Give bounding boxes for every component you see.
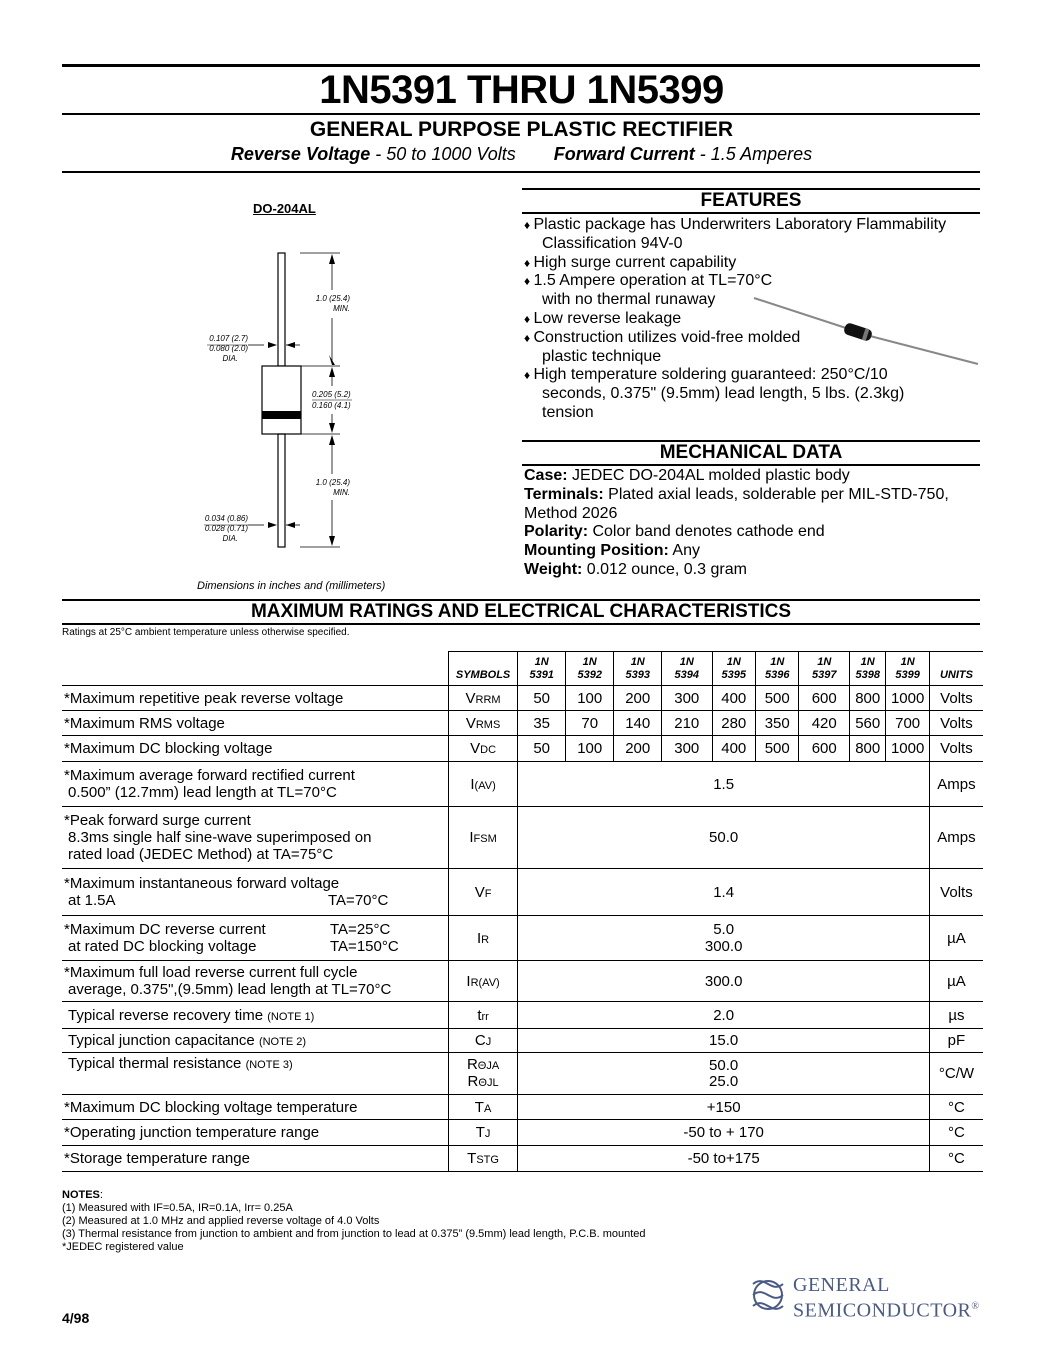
param-cell: *Maximum RMS voltage bbox=[62, 711, 448, 736]
dim-lead-diameter bbox=[202, 514, 248, 544]
value-cell: 50 bbox=[518, 686, 566, 711]
value-cell: 200 bbox=[614, 686, 662, 711]
reverse-voltage-value: - 50 to 1000 Volts bbox=[370, 144, 516, 164]
value-cell: 1.4 bbox=[518, 869, 929, 916]
symbol-cell: RΘJA RΘJL bbox=[448, 1053, 518, 1095]
value-cell: 560 bbox=[850, 711, 886, 736]
unit-cell: Volts bbox=[929, 736, 983, 762]
value-cell: 15.0 bbox=[518, 1029, 929, 1053]
value-cell: 100 bbox=[565, 686, 614, 711]
param-cell: *Maximum repetitive peak reverse voltage bbox=[62, 686, 448, 711]
part-header: 1N 5392 bbox=[565, 652, 614, 686]
symbols-header: SYMBOLS bbox=[448, 652, 518, 686]
mech-weight: Weight: 0.012 ounce, 0.3 gram bbox=[524, 560, 747, 578]
symbol-cell: VDC bbox=[448, 736, 518, 762]
part-header: 1N 5397 bbox=[799, 652, 850, 686]
value-cell: 70 bbox=[565, 711, 614, 736]
diode-photo-illustration bbox=[750, 292, 982, 368]
unit-cell: °C bbox=[929, 1120, 983, 1146]
title-rule bbox=[62, 113, 980, 115]
value-cell: 350 bbox=[756, 711, 799, 736]
symbol-cell: IFSM bbox=[448, 807, 518, 869]
value-cell: +150 bbox=[518, 1095, 929, 1120]
dim-bottom-lead-length-min: MIN. bbox=[333, 488, 350, 497]
subtitle: GENERAL PURPOSE PLASTIC RECTIFIER bbox=[309, 118, 734, 141]
unit-cell: µA bbox=[929, 916, 983, 961]
dimensions-note: Dimensions in inches and (millimeters) bbox=[197, 580, 386, 592]
param-cell: *Maximum full load reverse current full cycle average, 0.375",(9.5mm) lead length at TL=70°C bbox=[62, 961, 448, 1002]
header-bottom-rule bbox=[62, 171, 980, 173]
symbol-cell: TA bbox=[448, 1095, 518, 1120]
mech-case: Case: JEDEC DO-204AL molded plastic body bbox=[524, 467, 850, 484]
ratings-heading-rule bbox=[62, 623, 980, 625]
param-cell: Typical reverse recovery time (NOTE 1) bbox=[62, 1002, 448, 1029]
unit-cell: pF bbox=[929, 1029, 983, 1053]
unit-cell: °C bbox=[929, 1095, 983, 1120]
value-cell: 280 bbox=[712, 711, 755, 736]
note-item: *JEDEC registered value bbox=[62, 1241, 184, 1253]
dim-bottom-lead-length-value: 1.0 (25.4) bbox=[315, 478, 350, 487]
value-cell: 1000 bbox=[886, 736, 929, 762]
spec-line bbox=[0, 144, 1043, 165]
note-item: (1) Measured with IF=0.5A, IR=0.1A, Irr= 0.25A bbox=[62, 1202, 293, 1214]
param-cell: *Storage temperature range bbox=[62, 1146, 448, 1172]
value-cell: 200 bbox=[614, 736, 662, 762]
logo-line-1: GENERAL bbox=[793, 1274, 890, 1296]
note-item: (3) Thermal resistance from junction to ambient and from junction to lead at 0.375” (9.5mm) lead length, P.C.B. mounted bbox=[62, 1228, 646, 1240]
part-header: 1N 5393 bbox=[614, 652, 662, 686]
symbol-cell: IR(AV) bbox=[448, 961, 518, 1002]
param-cell: Typical thermal resistance (NOTE 3) bbox=[62, 1053, 448, 1095]
value-cell: 700 bbox=[886, 711, 929, 736]
value-cell: 50.0 bbox=[518, 807, 929, 869]
symbol-cell: VRRM bbox=[448, 686, 518, 711]
value-cell: 400 bbox=[712, 736, 755, 762]
table-row bbox=[62, 869, 983, 916]
value-cell: 600 bbox=[799, 736, 850, 762]
part-header: 1N 5394 bbox=[661, 652, 712, 686]
value-cell: 300 bbox=[661, 686, 712, 711]
value-cell: 400 bbox=[712, 686, 755, 711]
value-cell: 5.0 300.0 bbox=[518, 916, 929, 961]
unit-cell: °C bbox=[929, 1146, 983, 1172]
dim-top-lead-length-value: 1.0 (25.4) bbox=[315, 294, 350, 303]
forward-current-label: Forward Current bbox=[553, 144, 695, 164]
value-cell: -50 to+175 bbox=[518, 1146, 929, 1172]
feature-item: ♦ Construction utilizes void-free molded plastic technique bbox=[524, 328, 801, 365]
value-cell: 140 bbox=[614, 711, 662, 736]
param-cell: *Maximum instantaneous forward voltage at 1.5A TA=70°C bbox=[62, 869, 448, 916]
dim-bottom-lead-length bbox=[312, 478, 350, 498]
features-heading-rule bbox=[522, 212, 980, 214]
company-logo-text bbox=[793, 1275, 979, 1322]
mech-terminals: Terminals: Plated axial leads, solderable per MIL-STD-750, Method 2026 bbox=[524, 485, 949, 522]
param-cell: *Maximum average forward rectified current 0.500” (12.7mm) lead length at TL=70°C bbox=[62, 762, 448, 807]
table-row bbox=[62, 711, 983, 736]
revision-date: 4/98 bbox=[62, 1310, 90, 1326]
feature-item: ♦ Low reverse leakage bbox=[524, 309, 682, 327]
value-cell: 35 bbox=[518, 711, 566, 736]
symbol-cell: IR bbox=[448, 916, 518, 961]
value-cell: 300 bbox=[661, 736, 712, 762]
package-label: DO-204AL bbox=[253, 201, 316, 216]
unit-cell: µs bbox=[929, 1002, 983, 1029]
param-cell: *Peak forward surge current 8.3ms single half sine-wave superimposed on rated load (JEDEC Method) at TA=75°C bbox=[62, 807, 448, 869]
note-item: (2) Measured at 1.0 MHz and applied reverse voltage of 4.0 Volts bbox=[62, 1215, 380, 1227]
feature-item: ♦ High temperature soldering guaranteed: 250°C/10 seconds, 0.375" (9.5mm) lead length, 5 lbs. (2.3kg) tension bbox=[524, 366, 905, 421]
symbol-cell: VRMS bbox=[448, 711, 518, 736]
ratings-note: Ratings at 25°C ambient temperature unless otherwise specified. bbox=[62, 627, 350, 638]
value-cell: 500 bbox=[756, 686, 799, 711]
table-row bbox=[62, 1120, 983, 1146]
value-cell: 600 bbox=[799, 686, 850, 711]
param-cell: *Maximum DC blocking voltage bbox=[62, 736, 448, 762]
mech-polarity: Polarity: Color band denotes cathode end bbox=[524, 523, 825, 541]
value-cell: 50.0 25.0 bbox=[518, 1053, 929, 1095]
logo-line-2: SEMICONDUCTOR bbox=[793, 1299, 972, 1322]
table-row bbox=[62, 1095, 983, 1120]
table-row bbox=[62, 961, 983, 1002]
dim-body-diameter bbox=[206, 334, 248, 364]
value-cell: 1.5 bbox=[518, 762, 929, 807]
table-row bbox=[62, 807, 983, 869]
reverse-voltage-label: Reverse Voltage bbox=[230, 144, 371, 164]
param-cell: *Operating junction temperature range bbox=[62, 1120, 448, 1146]
unit-cell: Volts bbox=[929, 686, 983, 711]
unit-cell: °C/W bbox=[929, 1053, 983, 1095]
dim-body-length-max: 0.205 (5.2) bbox=[312, 390, 351, 399]
value-cell: 500 bbox=[756, 736, 799, 762]
dim-lead-diameter-unit: DIA. bbox=[222, 534, 238, 543]
value-cell: -50 to + 170 bbox=[518, 1120, 929, 1146]
unit-cell: µA bbox=[929, 961, 983, 1002]
feature-item: ♦ High surge current capability bbox=[524, 253, 737, 271]
ratings-table bbox=[62, 651, 983, 1172]
value-cell: 50 bbox=[518, 736, 566, 762]
units-header: UNITS bbox=[929, 652, 983, 686]
value-cell: 210 bbox=[661, 711, 712, 736]
notes-section bbox=[62, 1189, 646, 1254]
general-semiconductor-logo-icon bbox=[745, 1272, 791, 1318]
unit-cell: Volts bbox=[929, 711, 983, 736]
mechanical-heading-rule bbox=[522, 464, 980, 466]
param-cell: *Maximum DC reverse current TA=25°C at rated DC blocking voltage TA=150°C bbox=[62, 916, 448, 961]
unit-cell: Amps bbox=[929, 807, 983, 869]
forward-current-value: - 1.5 Amperes bbox=[694, 144, 813, 164]
part-header: 1N 5398 bbox=[850, 652, 886, 686]
value-cell: 100 bbox=[565, 736, 614, 762]
value-cell: 300.0 bbox=[518, 961, 929, 1002]
table-row bbox=[62, 736, 983, 762]
part-header: 1N 5399 bbox=[886, 652, 929, 686]
table-row bbox=[62, 686, 983, 711]
dim-body-length bbox=[312, 389, 356, 411]
dim-body-diameter-max: 0.107 (2.7) bbox=[209, 334, 248, 343]
value-cell: 1000 bbox=[886, 686, 929, 711]
registered-mark: ® bbox=[971, 1301, 980, 1312]
table-header-row bbox=[62, 652, 983, 686]
mech-mounting: Mounting Position: Any bbox=[524, 542, 700, 560]
mechanical-data bbox=[524, 467, 984, 580]
top-rule bbox=[62, 64, 980, 67]
page-title: 1N5391 THRU 1N5399 bbox=[319, 68, 724, 112]
part-header: 1N 5395 bbox=[712, 652, 755, 686]
table-row bbox=[62, 1053, 983, 1095]
symbol-cell: I(AV) bbox=[448, 762, 518, 807]
param-cell: Typical junction capacitance (NOTE 2) bbox=[62, 1029, 448, 1053]
table-row bbox=[62, 1146, 983, 1172]
param-cell: *Maximum DC blocking voltage temperature bbox=[62, 1095, 448, 1120]
unit-cell: Volts bbox=[929, 869, 983, 916]
value-cell: 420 bbox=[799, 711, 850, 736]
dim-top-lead-length bbox=[312, 294, 350, 314]
dim-top-lead-length-min: MIN. bbox=[333, 304, 350, 313]
mechanical-heading: MECHANICAL DATA bbox=[659, 442, 843, 463]
symbol-cell: TSTG bbox=[448, 1146, 518, 1172]
notes-heading: NOTES: bbox=[62, 1189, 103, 1201]
value-cell: 2.0 bbox=[518, 1002, 929, 1029]
table-row bbox=[62, 762, 983, 807]
unit-cell: Amps bbox=[929, 762, 983, 807]
symbol-cell: TJ bbox=[448, 1120, 518, 1146]
dim-lead-diameter-min: 0.028 (0.71) bbox=[204, 524, 248, 533]
feature-item: ♦ 1.5 Ampere operation at TL=70°C with no thermal runaway bbox=[524, 272, 773, 309]
feature-item: ♦ Plastic package has Underwriters Laboratory Flammability Classification 94V-0 bbox=[524, 216, 947, 252]
value-cell: 800 bbox=[850, 736, 886, 762]
part-header: 1N 5391 bbox=[518, 652, 566, 686]
symbol-cell: trr bbox=[448, 1002, 518, 1029]
ratings-heading: MAXIMUM RATINGS AND ELECTRICAL CHARACTERISTICS bbox=[250, 601, 792, 622]
part-header: 1N 5396 bbox=[756, 652, 799, 686]
table-row bbox=[62, 1002, 983, 1029]
symbol-cell: VF bbox=[448, 869, 518, 916]
features-heading: FEATURES bbox=[700, 190, 802, 211]
value-cell: 800 bbox=[850, 686, 886, 711]
dim-body-length-min: 0.160 (4.1) bbox=[312, 401, 351, 410]
dim-body-diameter-min: 0.080 (2.0) bbox=[209, 344, 248, 353]
dim-body-diameter-unit: DIA. bbox=[222, 354, 238, 363]
dim-lead-diameter-max: 0.034 (0.86) bbox=[204, 514, 248, 523]
table-row bbox=[62, 1029, 983, 1053]
symbol-cell: CJ bbox=[448, 1029, 518, 1053]
table-row bbox=[62, 916, 983, 961]
